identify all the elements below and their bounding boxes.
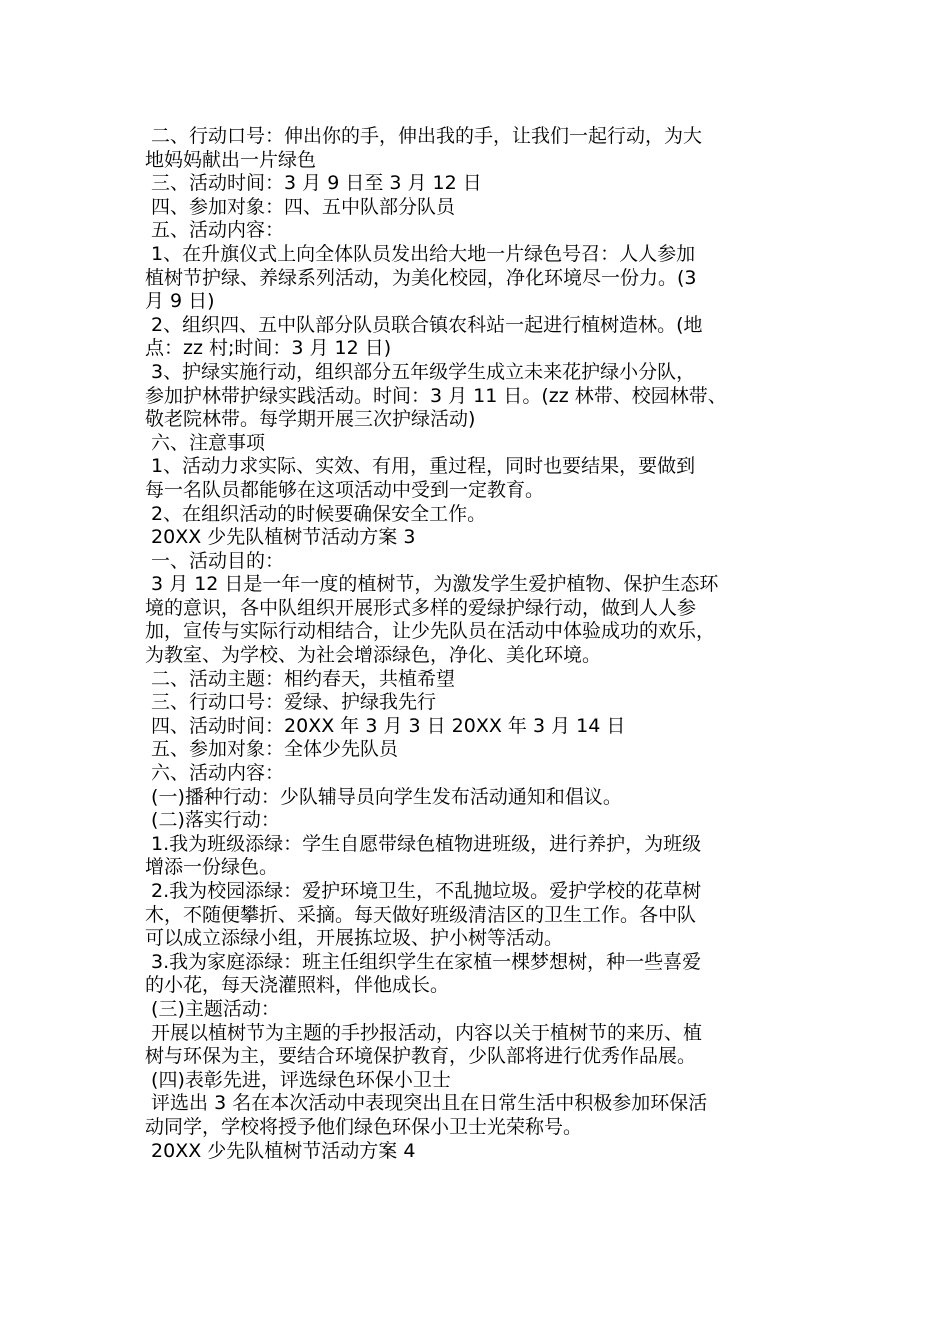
text-line: 二、行动口号：伸出你的手，伸出我的手，让我们一起行动，为大 <box>145 125 703 147</box>
text-line: 参加护林带护绿实践活动。时间：3 月 11 日。(zz 林带、校园林带、 <box>145 384 727 407</box>
text-line: 增添一份绿色。 <box>145 856 279 879</box>
text-line: 点：zz 村;时间：3 月 12 日) <box>145 337 392 360</box>
text-line: 植树节护绿、养绿系列活动，为美化校园，净化环境尽一份力。(3 <box>145 266 697 289</box>
document-body <box>145 125 805 1163</box>
text-line: 每一名队员都能够在这项活动中受到一定教育。 <box>145 478 545 501</box>
text-line: 1、活动力求实际、实效、有用，重过程，同时也要结果，要做到 <box>145 455 696 478</box>
text-line: 二、活动主题：相约春天，共植希望 <box>145 667 456 690</box>
text-line: 评选出 3 名在本次活动中表现突出且在日常生活中积极参加环保活 <box>145 1092 708 1115</box>
text-line: 树与环保为主，要结合环境保护教育，少队部将进行优秀作品展。 <box>145 1045 697 1068</box>
text-line: (四)表彰先进，评选绿色环保小卫士 <box>145 1068 451 1091</box>
text-line: 六、活动内容： <box>145 762 285 785</box>
text-line: 开展以植树节为主题的手抄报活动，内容以关于植树节的来历、植 <box>145 1021 703 1044</box>
text-line: 地妈妈献出一片绿色 <box>145 148 317 171</box>
text-line: 一、活动目的： <box>145 549 285 572</box>
text-line: (二)落实行动： <box>145 809 280 832</box>
text-line: 2.我为校园添绿：爱护环境卫生，不乱抛垃圾。爱护学校的花草树 <box>145 880 702 902</box>
text-line: (一)播种行动：少队辅导员向学生发布活动通知和倡议。 <box>145 785 622 808</box>
text-line: 的小花，每天浇灌照料，伴他成长。 <box>145 974 450 997</box>
text-line: 敬老院林带。每学期开展三次护绿活动) <box>145 408 476 431</box>
text-line: 20XX 少先队植树节活动方案 3 <box>145 526 416 549</box>
text-line: 3.我为家庭添绿：班主任组织学生在家植一棵梦想树，种一些喜爱 <box>145 950 702 973</box>
text-line: 1.我为班级添绿：学生自愿带绿色植物进班级，进行养护，为班级 <box>145 832 702 855</box>
text-line: 木，不随便攀折、采摘。每天做好班级清洁区的卫生工作。各中队 <box>145 903 697 926</box>
text-line: 五、活动内容： <box>145 219 285 242</box>
text-line: 六、注意事项 <box>145 431 266 454</box>
text-line: 加，宣传与实际行动相结合，让少先队员在活动中体验成功的欢乐， <box>145 620 716 643</box>
text-line: 可以成立添绿小组，开展拣垃圾、护小树等活动。 <box>145 927 564 950</box>
text-line: 3 月 12 日是一年一度的植树节，为激发学生爱护植物、保护生态环 <box>145 573 719 596</box>
text-line: 三、活动时间：3 月 9 日至 3 月 12 日 <box>145 172 482 195</box>
text-line: 境的意识，各中队组织开展形式多样的爱绿护绿行动，做到人人参 <box>145 596 697 619</box>
text-line: 3、护绿实施行动，组织部分五年级学生成立未来花护绿小分队， <box>145 360 696 383</box>
text-line: 四、参加对象：四、五中队部分队员 <box>145 195 456 218</box>
text-line: 20XX 少先队植树节活动方案 4 <box>145 1139 416 1162</box>
text-line: 三、行动口号：爱绿、护绿我先行 <box>145 691 437 714</box>
text-line: 2、组织四、五中队部分队员联合镇农科站一起进行植树造林。(地 <box>145 313 703 336</box>
text-line: 动同学，学校将授予他们绿色环保小卫士光荣称号。 <box>145 1115 583 1138</box>
text-line: 2、在组织活动的时候要确保安全工作。 <box>145 502 487 525</box>
text-line: 月 9 日) <box>145 290 215 313</box>
text-line: 五、参加对象：全体少先队员 <box>145 738 399 761</box>
text-line: 为教室、为学校、为社会增添绿色，净化、美化环境。 <box>145 644 602 667</box>
text-line: 1、在升旗仪式上向全体队员发出给大地一片绿色号召：人人参加 <box>145 242 696 265</box>
text-line: 四、活动时间：20XX 年 3 月 3 日 20XX 年 3 月 14 日 <box>145 714 626 737</box>
text-line: (三)主题活动： <box>145 997 280 1020</box>
